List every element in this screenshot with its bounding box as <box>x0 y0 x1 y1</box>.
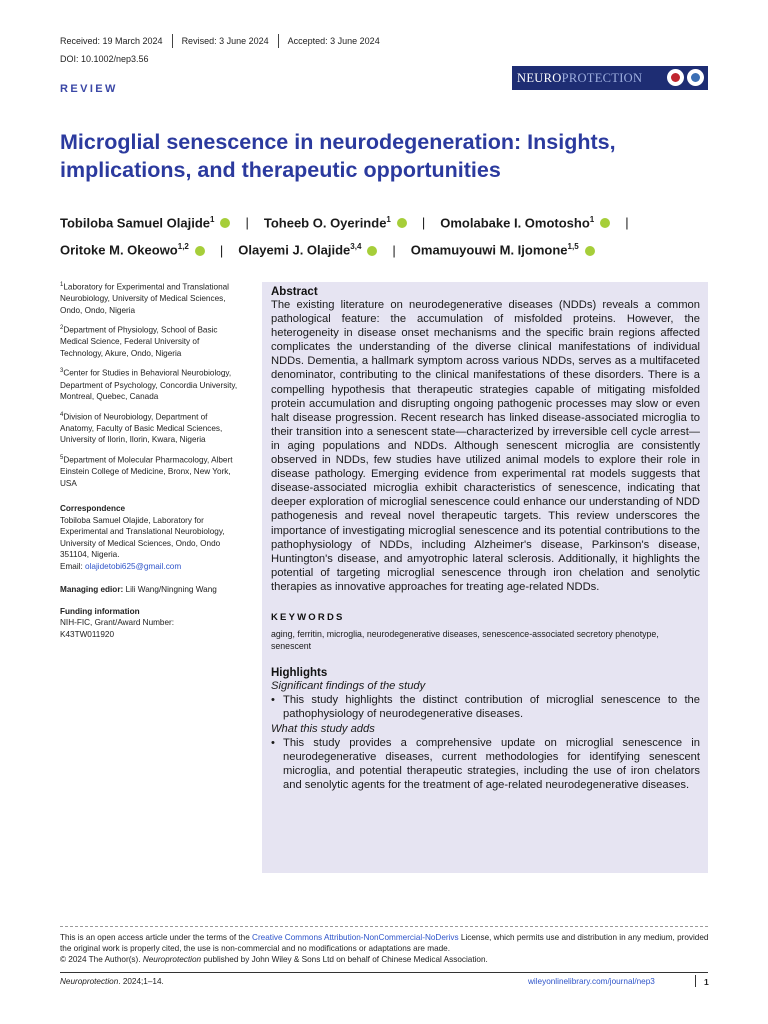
correspondence-heading: Correspondence <box>60 504 126 514</box>
article-type: REVIEW <box>60 83 118 95</box>
footer-separator <box>695 975 696 987</box>
bullet-icon: • <box>271 736 275 749</box>
author-sup: 1 <box>386 215 391 224</box>
highlight-item-text: This study provides a comprehensive update on microglial senescence in neurodegenerative diseases, current methodologies for identifying senescent microglia, and potential therapeutic strategies, including the use of iron chelators and senolytic agents for the treatment of age-related neurodegenerative diseases. <box>283 736 700 792</box>
affiliation <box>60 366 240 402</box>
managing-editor-block <box>60 584 240 596</box>
email-label: Email: <box>60 561 86 571</box>
highlights-heading: Highlights <box>271 666 328 679</box>
copyright-post: published by John Wiley & Sons Ltd on behalf of Chinese Medical Association. <box>201 955 488 964</box>
highlight-item <box>271 693 700 721</box>
correspondence-block <box>60 503 240 572</box>
author-name: Oritoke M. Okeowo <box>60 242 178 258</box>
affiliation-text: Division of Neurobiology, Department of Anatomy, Faculty of Basic Medical Sciences, University of Ilorin, Ilorin, Kwara, Nigeria <box>60 412 223 445</box>
dates-line <box>60 34 380 48</box>
funding-line2: K43TW011920 <box>60 629 115 639</box>
affiliation-text: Department of Physiology, School of Basic Medical Science, Federal University of Technology, Akure, Ondo, Nigeria <box>60 325 218 358</box>
doi[interactable]: DOI: 10.1002/nep3.56 <box>60 54 149 64</box>
footer-journal: Neuroprotection <box>60 977 119 986</box>
copyright-journal: Neuroprotection <box>142 955 202 964</box>
affiliation <box>60 280 240 316</box>
author-sup: 1,5 <box>567 242 579 252</box>
highlight-item <box>271 736 700 793</box>
highlight-item-text: This study highlights the distinct contribution of microglial senescence to the pathophysiology of neurodegenerative diseases. <box>283 694 700 721</box>
author-list <box>60 208 720 263</box>
email-link[interactable]: olajidetobi625@gmail.com <box>85 561 182 571</box>
footer-divider <box>60 972 708 973</box>
author-name: Omamuyouwi M. Ijomone <box>410 242 568 258</box>
correspondence-text: Tobiloba Samuel Olajide, Laboratory for Experimental and Translational Neurobiology, University of Medical Sciences, Ondo, Ondo 351104, Nigeria. <box>60 515 225 560</box>
accepted-date: Accepted: 3 June 2024 <box>287 36 380 46</box>
footnote-divider <box>60 926 708 927</box>
affiliation-sup: 5 <box>60 454 64 461</box>
affiliation-sup: 3 <box>60 368 64 375</box>
author-sup: 1,2 <box>177 242 189 252</box>
footer-url[interactable]: wileyonlinelibrary.com/journal/nep3 <box>528 977 655 986</box>
managing-editor-label: Managing edior: <box>60 585 124 595</box>
author-separator: | <box>421 215 426 231</box>
license-link[interactable]: Creative Commons Attribution-NonCommercial-NoDerivs <box>252 933 459 942</box>
society-badges <box>667 69 704 86</box>
affiliation-sup: 1 <box>60 282 64 288</box>
journal-logo-part2: PROTECTION <box>561 70 643 85</box>
orcid-icon[interactable] <box>397 218 407 228</box>
journal-logo-part1: NEURO <box>517 70 562 85</box>
affiliation-sup: 4 <box>60 411 64 418</box>
author-sup: 1 <box>210 215 215 224</box>
society-seal-icon <box>667 69 684 86</box>
correspondence-email-line <box>60 561 240 573</box>
orcid-icon[interactable] <box>585 246 595 256</box>
copyright-pre: © 2024 The Author(s). <box>60 955 143 964</box>
license-text <box>60 932 710 954</box>
author-name: Tobiloba Samuel Olajide <box>60 215 211 231</box>
highlights-subheading: Significant findings of the study <box>271 679 426 692</box>
publisher-seal-icon <box>687 69 704 86</box>
funding-line1: NIH-FIC, Grant/Award Number: <box>60 618 175 628</box>
author-row-1 <box>60 208 720 235</box>
divider <box>278 34 279 48</box>
author-row-2 <box>60 235 720 262</box>
author-name: Omolabake I. Omotosho <box>440 215 590 231</box>
abstract-heading: Abstract <box>271 286 318 298</box>
author-sup: 3,4 <box>350 242 362 252</box>
sidebar-info <box>60 280 240 648</box>
page-number: 1 <box>704 977 709 987</box>
affiliation <box>60 410 240 446</box>
bullet-icon: • <box>271 694 275 707</box>
affiliation <box>60 323 240 359</box>
footer-citation-text: . 2024;1–14. <box>118 977 164 986</box>
divider <box>172 34 173 48</box>
author-separator: | <box>625 215 629 231</box>
abstract-text: The existing literature on neurodegenerative diseases (NDDs) reveals a common pathological feature: the accumulation of misfolded proteins. However, the heterogeneity in disease onset mechanisms and the specific brain regions affected complicates the understanding of the diverse clinical manifestations of individual NDDs. Dementia, a hallmark symptom across various NDDs, serves as a multifaceted denominator, contributing to the clinical manifestations of these disorders. There is a compelling hypothesis that therapeutic strategies capable of mitigating misfolded protein accumulation and disrupting ongoing pathogenic processes may slow or even halt disease progression. Recent research has linked disease-associated microglia to their transition into a senescent state—characterized by irreversible cell cycle arrest—in aging populations and NDDs. Although senescent microglia are consistently observed in NDDs, few studies have utilized animal models to explore their role in disease pathology. Emerging evidence from experimental rat models suggests that disease-associated microglia exhibit characteristics of senescence, indicating that deeper exploration of microglial senescence could enhance our understanding of NDD pathogenesis and reveal novel therapeutic targets. This review underscores the importance of investigating microglial senescence and its potential contributions to the pathophysiology of NDDs, including Alzheimer's disease, Parkinson's disease, Huntington's disease, and amyotrophic lateral sclerosis. Additionally, it highlights the potential of targeting microglial senescence through iron chelation and senolytic therapies as innovative approaches for treating age-related NDDs. <box>271 299 700 593</box>
affiliation <box>60 453 240 489</box>
abstract-box <box>262 282 708 873</box>
copyright-line <box>60 954 710 965</box>
revised-date: Revised: 3 June 2024 <box>181 36 269 46</box>
keywords-heading: KEYWORDS <box>271 611 345 623</box>
article-title: Microglial senescence in neurodegeneration: Insights, implications, and therapeutic opportunities <box>60 130 616 182</box>
orcid-icon[interactable] <box>367 246 377 256</box>
journal-logo[interactable] <box>512 66 708 90</box>
author-name: Olayemi J. Olajide <box>238 242 351 258</box>
orcid-icon[interactable] <box>195 246 205 256</box>
orcid-icon[interactable] <box>600 218 610 228</box>
footer-citation <box>60 977 164 986</box>
affiliation-text: Laboratory for Experimental and Translational Neurobiology, University of Medical Sciences, Ondo, Ondo, Nigeria <box>60 282 230 315</box>
license-pre: This is an open access article under the terms of the <box>60 933 253 942</box>
affiliation-text: Department of Molecular Pharmacology, Albert Einstein College of Medicine, Bronx, New York, USA <box>60 455 233 488</box>
highlights-subheading: What this study adds <box>271 722 375 735</box>
funding-heading: Funding information <box>60 606 140 616</box>
received-date: Received: 19 March 2024 <box>60 36 163 46</box>
orcid-icon[interactable] <box>220 218 230 228</box>
funding-block <box>60 606 240 641</box>
author-separator: | <box>392 242 396 258</box>
author-separator: | <box>219 242 224 258</box>
author-name: Toheeb O. Oyerinde <box>263 215 387 231</box>
affiliation-text: Center for Studies in Behavioral Neurobiology, Department of Psychology, Concordia University, Montreal, Quebec, Canada <box>60 369 238 402</box>
author-separator: | <box>245 215 249 231</box>
keywords-text: aging, ferritin, microglia, neurodegenerative diseases, senescence-associated secretory phenotype, senescent <box>271 628 659 651</box>
license-post: License, which permits use and distribution in any medium, provided the original work is properly cited, the use is non-commercial and no modifications or adaptations are made. <box>60 933 709 953</box>
author-sup: 1 <box>589 215 595 224</box>
affiliation-sup: 2 <box>60 325 64 332</box>
managing-editor-value: Lili Wang/Ningning Wang <box>123 585 217 595</box>
license-note <box>60 932 710 965</box>
